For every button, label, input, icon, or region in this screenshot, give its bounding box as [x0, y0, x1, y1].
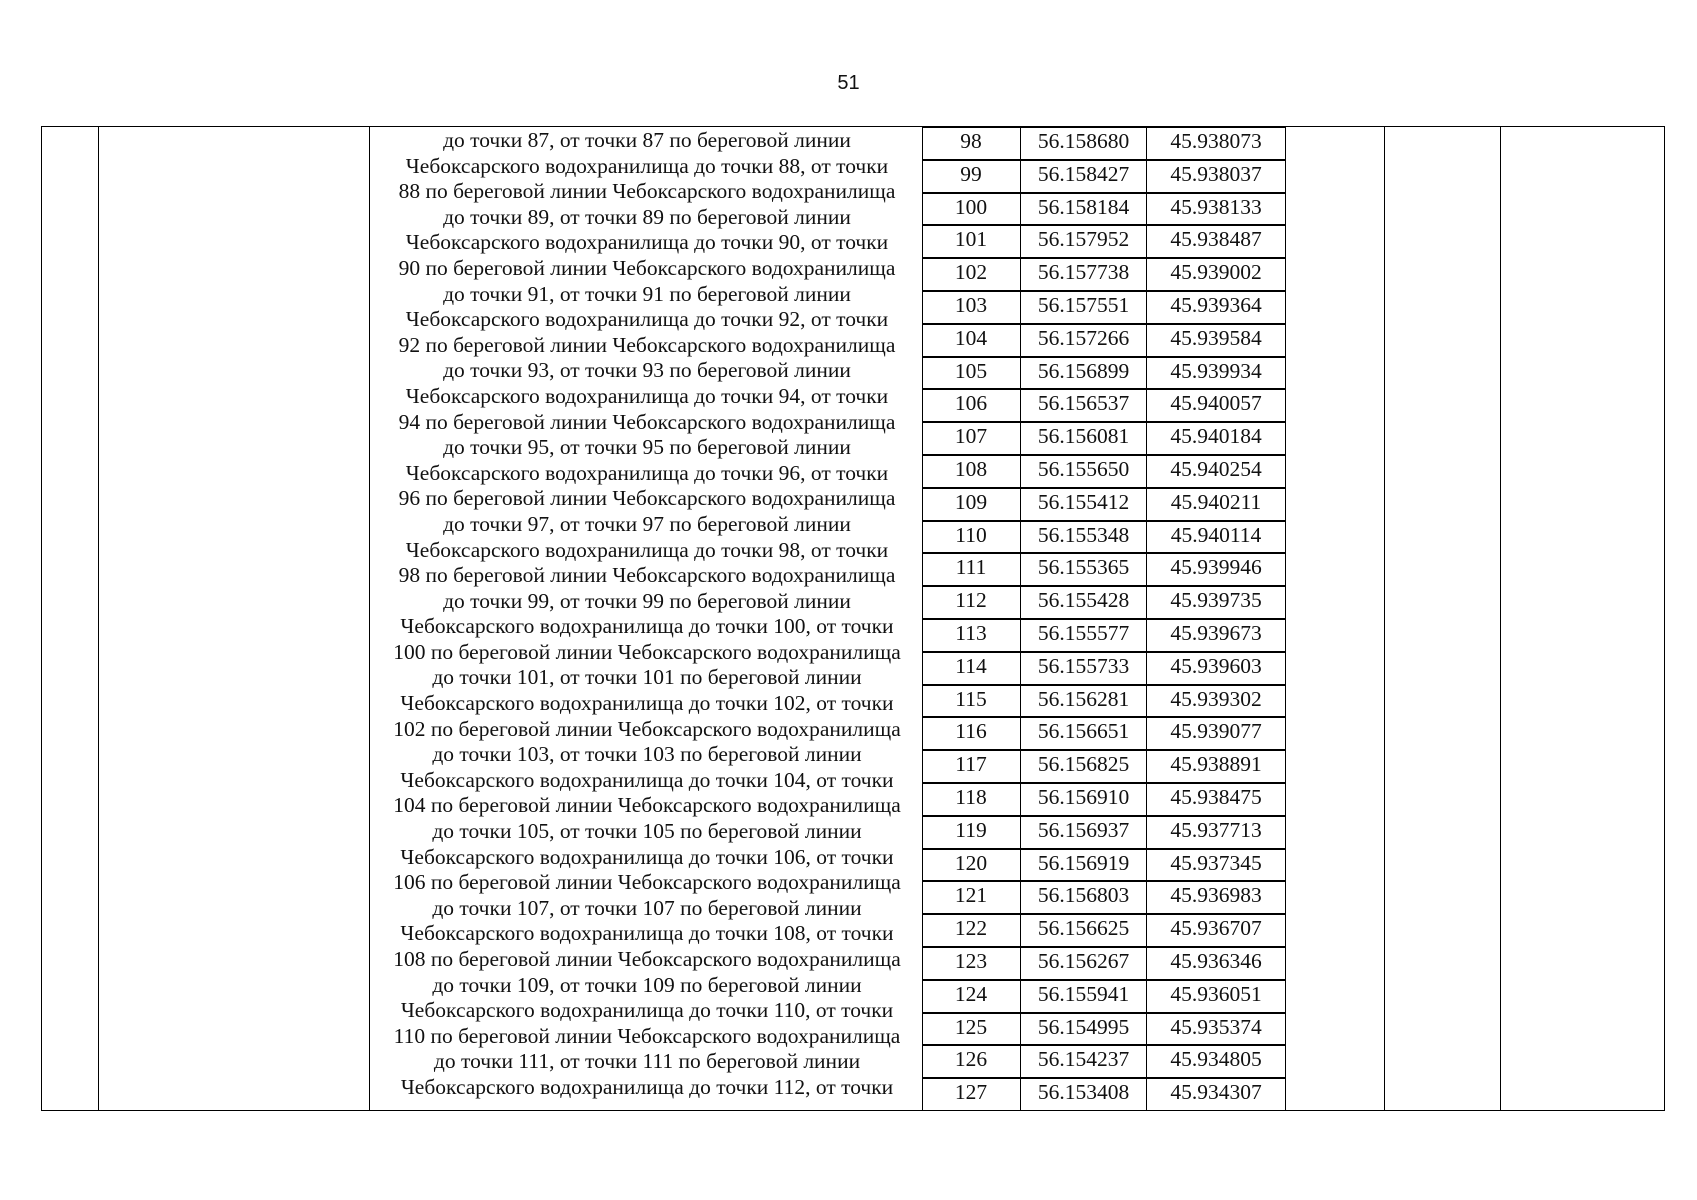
point-number-cell: 117 [922, 751, 1021, 782]
longitude-cell: 45.940211 [1170, 489, 1262, 514]
table-row [922, 586, 1285, 619]
description-line: до точки 95, от точки 95 по береговой линии [443, 435, 851, 460]
point-number-cell: 103 [922, 292, 1021, 323]
column-divider [1500, 127, 1501, 1110]
point-number-cell: 106 [922, 390, 1021, 421]
table-row [922, 914, 1285, 947]
latitude-cell: 56.157551 [1021, 292, 1147, 323]
description-line: до точки 107, от точки 107 по береговой линии [432, 895, 862, 920]
point-number-cell: 107 [922, 423, 1021, 454]
page-number: 51 [837, 72, 860, 94]
table-row [922, 652, 1285, 685]
point-number-cell: 105 [922, 358, 1021, 389]
longitude-cell: 45.937345 [1170, 850, 1262, 875]
table-row [922, 1078, 1285, 1111]
longitude-cell: 45.939603 [1170, 653, 1262, 678]
latitude-cell: 56.156281 [1021, 686, 1147, 717]
description-line: до точки 97, от точки 97 по береговой линии [443, 511, 851, 536]
longitude-cell: 45.940114 [1170, 522, 1262, 547]
point-number-cell: 118 [922, 784, 1021, 815]
latitude-cell: 56.156267 [1021, 948, 1147, 979]
table-row [922, 1045, 1285, 1078]
longitude-cell: 45.939934 [1170, 358, 1262, 383]
description-line: 106 по береговой линии Чебоксарского водохранилища [393, 870, 901, 895]
description-line: до точки 89, от точки 89 по береговой линии [443, 204, 851, 229]
description-line: 100 по береговой линии Чебоксарского водохранилища [393, 639, 901, 664]
description-line: 104 по береговой линии Чебоксарского водохранилища [393, 793, 901, 818]
latitude-cell: 56.155733 [1021, 653, 1147, 684]
column-divider [1285, 127, 1286, 1110]
description-line: до точки 105, от точки 105 по береговой линии [432, 819, 862, 844]
point-number-cell: 111 [922, 554, 1021, 585]
latitude-cell: 56.154237 [1021, 1046, 1147, 1077]
point-number-cell: 114 [922, 653, 1021, 684]
latitude-cell: 56.155365 [1021, 554, 1147, 585]
latitude-cell: 56.156081 [1021, 423, 1147, 454]
longitude-cell: 45.938073 [1170, 129, 1262, 153]
description-line: 98 по береговой линии Чебоксарского водохранилища [398, 563, 896, 588]
table-row [922, 357, 1285, 390]
point-number-cell: 123 [922, 948, 1021, 979]
table-row [922, 291, 1285, 324]
table-row [922, 127, 1285, 160]
point-number-cell: 112 [922, 587, 1021, 618]
table-row [922, 750, 1285, 783]
point-number-cell: 99 [922, 161, 1021, 192]
description-line: Чебоксарского водохранилища до точки 92, от точки [405, 307, 889, 332]
longitude-cell: 45.939735 [1170, 588, 1262, 613]
description-line: 92 по береговой линии Чебоксарского водохранилища [398, 332, 896, 357]
table-row [922, 980, 1285, 1013]
table-row [922, 488, 1285, 521]
latitude-cell: 56.155650 [1021, 456, 1147, 487]
description-line: до точки 99, от точки 99 по береговой линии [443, 588, 851, 613]
latitude-cell: 56.156899 [1021, 358, 1147, 389]
point-number-cell: 127 [922, 1079, 1021, 1110]
point-number-cell: 113 [922, 620, 1021, 651]
longitude-cell: 45.939364 [1170, 293, 1262, 317]
description-line: Чебоксарского водохранилища до точки 88, от точки [405, 153, 889, 178]
description-line: Чебоксарского водохранилища до точки 102, от точки [400, 691, 894, 716]
table-row [922, 619, 1285, 652]
description-line: Чебоксарского водохранилища до точки 108, от точки [400, 921, 894, 946]
longitude-cell: 45.938891 [1170, 752, 1262, 777]
longitude-cell: 45.939584 [1170, 325, 1262, 350]
description-line: 88 по береговой линии Чебоксарского водохранилища [398, 179, 896, 204]
point-number-cell: 101 [922, 226, 1021, 257]
point-number-cell: 109 [922, 489, 1021, 520]
description-line: до точки 93, от точки 93 по береговой линии [443, 358, 851, 383]
point-number-cell: 115 [922, 686, 1021, 717]
column-divider [1384, 127, 1385, 1110]
table-row [922, 717, 1285, 750]
longitude-cell: 45.938475 [1170, 785, 1262, 809]
description-line: Чебоксарского водохранилища до точки 106, от точки [400, 844, 894, 869]
longitude-cell: 45.939673 [1170, 621, 1262, 645]
longitude-cell: 45.936051 [1170, 981, 1262, 1006]
longitude-cell: 45.939077 [1170, 719, 1262, 744]
point-number-cell: 121 [922, 882, 1021, 913]
table-row [922, 422, 1285, 455]
description-line: до точки 91, от точки 91 по береговой линии [443, 281, 851, 306]
point-number-cell: 122 [922, 915, 1021, 946]
table-row [922, 849, 1285, 882]
latitude-cell: 56.155577 [1021, 620, 1147, 651]
longitude-cell: 45.936707 [1170, 916, 1262, 941]
longitude-cell: 45.938037 [1170, 161, 1262, 186]
table-row [922, 816, 1285, 849]
latitude-cell: 56.156825 [1021, 751, 1147, 782]
table-row [922, 225, 1285, 258]
description-line: 96 по береговой линии Чебоксарского водохранилища [398, 486, 896, 511]
boundary-description-cell [372, 128, 922, 1101]
description-line: до точки 87, от точки 87 по береговой линии [443, 128, 851, 152]
column-divider [369, 127, 370, 1110]
latitude-cell: 56.156937 [1021, 817, 1147, 848]
description-line: Чебоксарского водохранилища до точки 96, от точки [405, 460, 889, 485]
latitude-cell: 56.157738 [1021, 259, 1147, 290]
table-row [922, 258, 1285, 291]
table-row [922, 685, 1285, 718]
column-divider [98, 127, 99, 1110]
description-line: 102 по береговой линии Чебоксарского водохранилища [393, 716, 901, 741]
longitude-cell: 45.940254 [1170, 457, 1262, 481]
table-row [922, 324, 1285, 357]
longitude-cell: 45.936346 [1170, 949, 1262, 973]
point-number-cell: 104 [922, 325, 1021, 356]
table-row [922, 881, 1285, 914]
point-number-cell: 119 [922, 817, 1021, 848]
description-line: до точки 111, от точки 111 по береговой линии [433, 1049, 861, 1074]
point-number-cell: 108 [922, 456, 1021, 487]
latitude-cell: 56.156651 [1021, 718, 1147, 749]
latitude-cell: 56.157952 [1021, 226, 1147, 257]
point-number-cell: 100 [922, 194, 1021, 225]
description-line: 110 по береговой линии Чебоксарского водохранилища [393, 1023, 901, 1048]
description-line: 108 по береговой линии Чебоксарского водохранилища [393, 947, 901, 971]
longitude-cell: 45.934307 [1170, 1080, 1262, 1105]
latitude-cell: 56.156625 [1021, 915, 1147, 946]
description-line: 90 по береговой линии Чебоксарского водохранилища [398, 255, 896, 280]
latitude-cell: 56.156919 [1021, 850, 1147, 881]
longitude-cell: 45.938133 [1170, 194, 1262, 219]
longitude-cell: 45.936983 [1170, 883, 1262, 908]
description-line: до точки 103, от точки 103 по береговой линии [432, 742, 862, 767]
longitude-cell: 45.940184 [1170, 424, 1262, 449]
table-row [922, 553, 1285, 586]
longitude-cell: 45.940057 [1170, 391, 1262, 416]
latitude-cell: 56.158184 [1021, 194, 1147, 225]
description-line: Чебоксарского водохранилища до точки 104, от точки [400, 767, 894, 792]
longitude-cell: 45.939302 [1170, 686, 1262, 711]
description-line: Чебоксарского водохранилища до точки 98, от точки [405, 537, 889, 562]
table-row [922, 783, 1285, 816]
description-line: Чебоксарского водохранилища до точки 110, от точки [400, 998, 894, 1023]
latitude-cell: 56.155428 [1021, 587, 1147, 618]
point-number-cell: 124 [922, 981, 1021, 1012]
table-row [922, 947, 1285, 980]
table-row [922, 193, 1285, 226]
latitude-cell: 56.156537 [1021, 390, 1147, 421]
latitude-cell: 56.158680 [1021, 128, 1147, 159]
point-number-cell: 125 [922, 1014, 1021, 1045]
latitude-cell: 56.156803 [1021, 882, 1147, 913]
table-row [922, 1013, 1285, 1046]
latitude-cell: 56.155412 [1021, 489, 1147, 520]
longitude-cell: 45.938487 [1170, 227, 1262, 252]
latitude-cell: 56.154995 [1021, 1014, 1147, 1045]
description-line: Чебоксарского водохранилища до точки 94, от точки [405, 383, 889, 408]
point-number-cell: 98 [922, 128, 1021, 159]
latitude-cell: 56.157266 [1021, 325, 1147, 356]
longitude-cell: 45.939002 [1170, 260, 1262, 285]
point-number-cell: 102 [922, 259, 1021, 290]
description-line: Чебоксарского водохранилища до точки 112, от точки [400, 1074, 894, 1099]
point-number-cell: 120 [922, 850, 1021, 881]
description-line: 94 по береговой линии Чебоксарского водохранилища [398, 409, 896, 434]
latitude-cell: 56.156910 [1021, 784, 1147, 815]
latitude-cell: 56.155348 [1021, 522, 1147, 553]
longitude-cell: 45.934805 [1170, 1047, 1262, 1072]
point-number-cell: 116 [922, 718, 1021, 749]
longitude-cell: 45.937713 [1170, 817, 1262, 842]
latitude-cell: 56.153408 [1021, 1079, 1147, 1110]
point-number-cell: 126 [922, 1046, 1021, 1077]
table-row [922, 455, 1285, 488]
table-row [922, 160, 1285, 193]
longitude-cell: 45.939946 [1170, 555, 1262, 580]
latitude-cell: 56.158427 [1021, 161, 1147, 192]
description-line: до точки 109, от точки 109 по береговой линии [432, 972, 862, 997]
boundary-table [41, 126, 1665, 1111]
point-number-cell: 110 [922, 522, 1021, 553]
description-line: Чебоксарского водохранилища до точки 90, от точки [405, 230, 889, 255]
description-line: до точки 101, от точки 101 по береговой линии [432, 665, 862, 690]
longitude-cell: 45.935374 [1170, 1014, 1262, 1039]
description-line: Чебоксарского водохранилища до точки 100, от точки [400, 614, 894, 639]
table-row [922, 389, 1285, 422]
table-row [922, 521, 1285, 554]
latitude-cell: 56.155941 [1021, 981, 1147, 1012]
